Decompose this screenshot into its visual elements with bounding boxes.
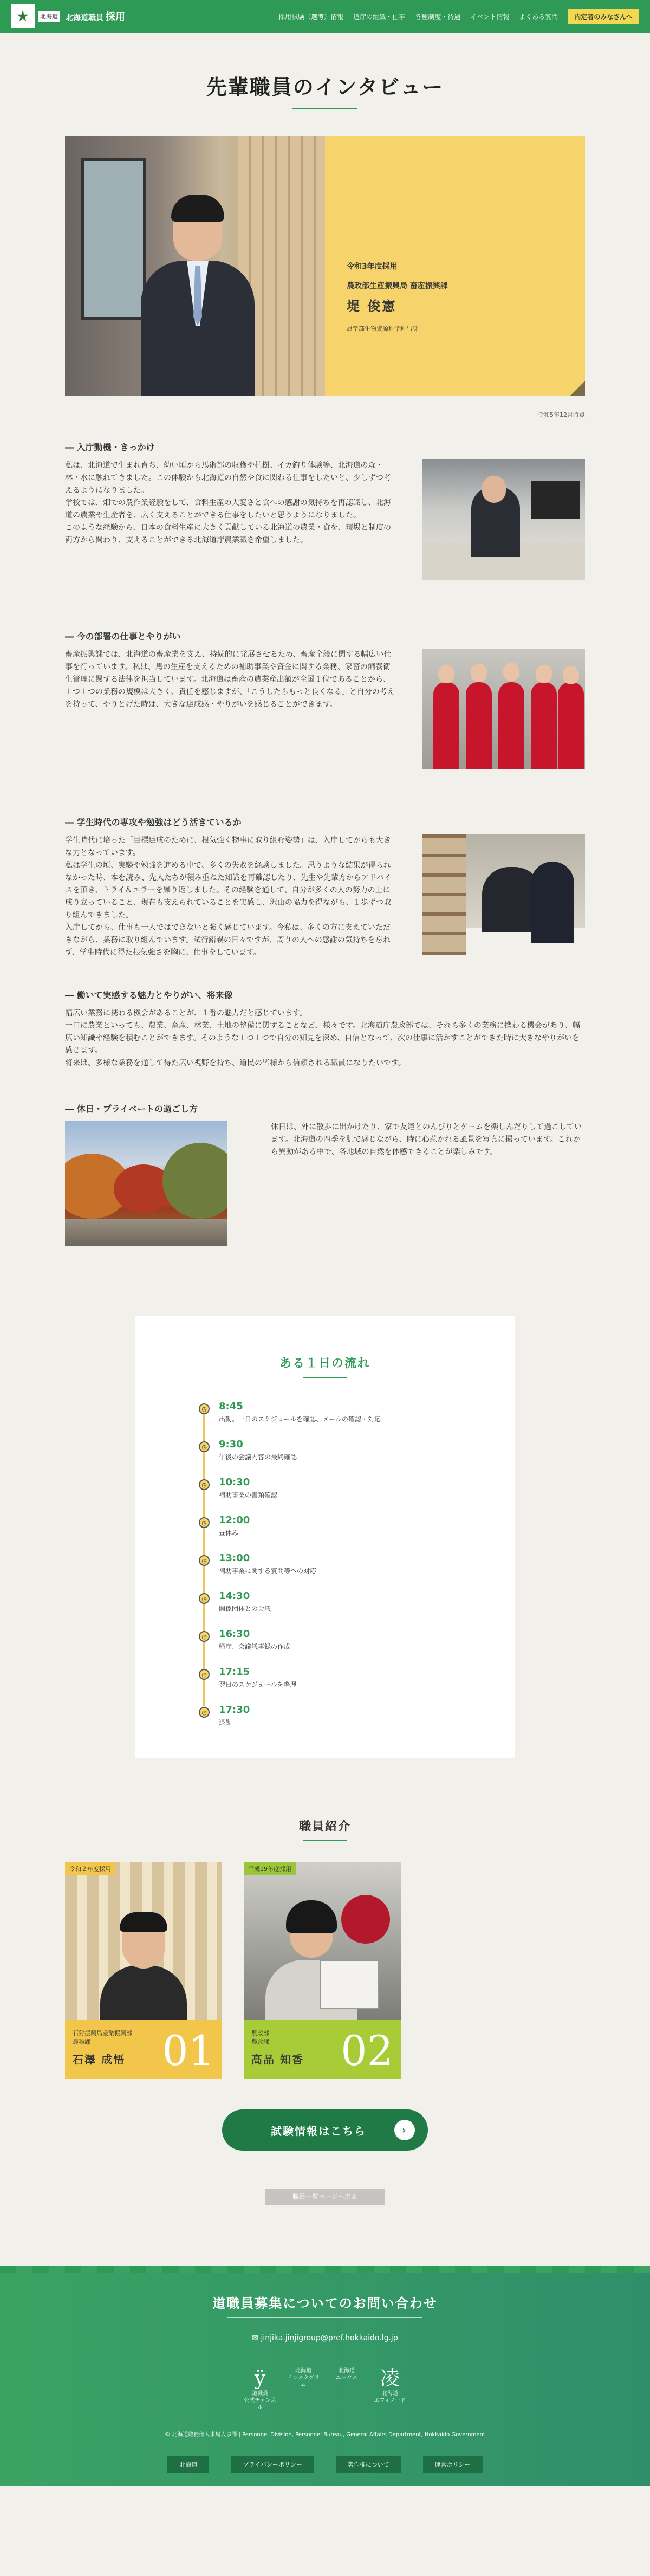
arrow-right-icon: › [394,2120,415,2140]
corner-decoration [570,381,585,396]
efinode-link[interactable] [374,2367,406,2411]
staff-dept: 石狩振興局産業振興部 農務課 [73,2030,132,2046]
flow-desc: 帰庁、会議議事録の作成 [219,1643,291,1651]
clock-icon: ◷ [199,1593,210,1604]
footer-pattern [0,2266,650,2273]
profile-school: 農学部生物資源科学科出身 [347,325,418,332]
section-body: 休日は、外に散歩に出かけたり、家で友達とのんびりとゲームを楽しんだりして過ごしています。北海道の四季を肌で感じながら、時に心惹かれる風景を写真に撮っています。これから異動がある中で、各地域の自然を体感できることが楽しみです。 [271,1123,582,1156]
section-body: 幅広い業務に携わる機会があることが、１番の魅力だと感じています。 一口に農業といっても、農業、畜産、林業、土地の整備に関することなど、様々です。北海道庁農政部では、それら多くの業務に携わる機会があり、幅広い知識や経験を積むことができます。そのような１つ１つで自分の知見を深め、自信となって、次の仕事に活かすことができた時に大きなやりがいを感じます。 将来は、多様な業務を通して得た広い視野を持ち、道民の皆様から信頼される職員になりたいです。 [65,1009,580,1067]
logo-pref-label: 北海道 [38,11,60,22]
nav-item-faq[interactable]: よくある質問 [519,12,558,21]
back-wrap [0,2189,650,2205]
flow-time: 17:15 [219,1666,250,1678]
section-photo-autumn-park [65,1121,227,1246]
flow-time: 13:00 [219,1552,250,1564]
exam-info-button[interactable] [222,2109,428,2151]
clock-icon: ◷ [199,1631,210,1642]
staff-card[interactable] [65,1862,222,2079]
back-to-list-button[interactable]: 職員一覧ページへ戻る [265,2189,385,2205]
section-photo-desk-work [422,459,585,580]
page-title: 先輩職員のインタビュー [206,75,444,99]
nav-item-events[interactable]: イベント情報 [470,12,510,21]
section-heading: ― 休日・プライベートの過ごし方 [65,1104,198,1114]
staff-section-title: 職員紹介 [298,1820,351,1834]
staff-year-badge: 平成19年度採用 [244,1862,296,1875]
profile-dept: 農政部生産振興局 畜産振興課 [347,282,448,290]
flow-item [195,1400,455,1438]
flow-time: 10:30 [219,1477,250,1488]
youtube-icon: ÿ [254,2367,266,2390]
section-body: 畜産振興課では、北海道の畜産業を支え、持続的に発展させるため、畜産全般に関する幅広い仕事を行っています。私は、馬の生産を支えるための補助事業や資金に関する業務、家畜の飼養衛生管理に関する法律を担当しています。北海道は畜産の農業産出額が全国１位であることから、１つ１つの業務の規模は大きく、責任を感じますが、「こうしたらもっと良くなる」と自分の考えを持って、やりとげた時は、大きな達成感・やりがいを感じることができます。 [65,650,395,709]
flow-desc: 翌日のスケジュールを整理 [219,1681,297,1688]
clock-icon: ◷ [199,1479,210,1490]
social-label: 北海道 インスタグラム [287,2368,320,2388]
profile-info [325,136,585,396]
flow-item [195,1628,455,1666]
footer-links [0,2456,650,2473]
interview-section [65,630,585,769]
clock-icon: ◷ [199,1441,210,1452]
profile-year: 令和3年度採用 [347,262,398,271]
nav-item-organization[interactable]: 道庁の組織・仕事 [353,12,406,21]
section-heading: ― 働いて実感する魅力とやりがい、将来像 [65,990,233,1000]
section-photo-discussion [422,834,585,955]
staff-underline [303,1840,347,1841]
footer-link-copyright[interactable]: 著作権について [336,2456,401,2473]
interview-section [65,441,585,580]
site-logo[interactable] [11,4,60,28]
clock-icon: ◷ [199,1517,210,1528]
flow-desc: 退勤 [219,1719,232,1726]
section-heading: ― 今の部署の仕事とやりがい [65,631,181,642]
section-photo-team [422,649,585,769]
site-footer [0,2266,650,2486]
flow-item [195,1590,455,1628]
flow-desc: 出勤。一日のスケジュールを確認、メールの確認・対応 [219,1415,381,1423]
flow-item [195,1476,455,1514]
flow-time: 16:30 [219,1628,250,1640]
flow-time: 8:45 [219,1401,243,1412]
flow-desc: 補助事業に関する質問等への対応 [219,1567,317,1575]
footer-link-policy[interactable]: 運営ポリシー [423,2456,483,2473]
staff-card[interactable] [244,1862,401,2079]
footer-underline [227,2317,422,2318]
social-label: 北海道 エフィノード [374,2391,406,2404]
clock-icon: ◷ [199,1669,210,1680]
section-body: 私は、北海道で生まれ育ち、幼い頃から馬術部の収穫や植樹、イカ釣り体験等、北海道の森・林・水に触れてきました。この体験から北海道の自然や食に関わる仕事をしたいと、少しずつ考えるようになりました。 学校では、畑での農作業経験をして、食料生産の大変さと食への感謝の気持ちを再認識し、北海道の農業や生産者を、広く支えることができる仕事をしたいと思うようになりました。 このような経験から、日本の食料生産に大きく貢献している北海道の農業・食を、現場と制度の両方から関わり、支えることができる北海道庁農業職を希望しました。 [65,461,391,545]
contact-email-link[interactable]: ✉ jinjika.jinjigroup@pref.hokkaido.lg.jp [252,2334,398,2342]
site-title[interactable] [66,9,125,23]
interview-section [65,988,585,1070]
footer-credit: © 北海道総務部人事局人事課 | Personnel Division, Personnel Bureau, General Affairs Department, Hokkaido Government [165,2432,485,2438]
flow-item [195,1704,455,1725]
flow-desc: 午後の会議内容の最終確認 [219,1453,297,1461]
interview-section [65,815,585,959]
nav-button-naiteisha[interactable]: 内定者のみなさんへ [568,9,639,24]
instagram-link[interactable] [287,2367,320,2411]
flow-time: 17:30 [219,1704,250,1716]
x-link[interactable] [330,2367,363,2411]
title-underline [292,108,358,109]
flow-underline [303,1377,347,1378]
site-title-strong: 採用 [106,11,125,23]
date-note: 令和5年12月時点 [538,411,585,418]
staff-photo [65,1862,222,2020]
social-icons [0,2367,650,2411]
social-label: 道職員 公式チャンネル [244,2391,276,2411]
hokkaido-star-icon [11,4,35,28]
flow-time: 9:30 [219,1439,243,1450]
section-body: 学生時代に培った「目標達成のために、根気強く物事に取り組む姿勢」は、入庁してからも大きな力となっています。 私は学生の頃、実験や勉強を進める中で、多くの失敗を経験しました。思うような結果が得られなかった時、本を読み、先人たちが積み重ねた知識を再確認したり、先生や先輩方からアドバイスを頂き、トライ＆エラーを繰り返しました。その経験を通して、自分が多くの人の努力の上に成り立っていること、現在も支えられていることを実感し、沢山の協力を得ながら、１歩ずつ取り組んできました。 入庁してから、仕事も一人ではできないと強く感じています。今私は、多くの方に支えていただきながら、業務に取り組んでいます。試行錯誤の日々ですが、周りの人への感謝の気持ちを忘れず、学生時代に得た根気強さを胸に、仕事をしています。 [65,836,392,957]
site-header [0,0,650,33]
flow-desc: 昼休み [219,1529,239,1537]
flow-title: ある１日の流れ [279,1357,370,1370]
flow-item [195,1552,455,1590]
flow-item [195,1666,455,1704]
social-label: 北海道 エックス [336,2368,358,2381]
efinode-icon: 凌 [380,2367,400,2390]
nav-item-exam[interactable]: 採用試験（選考）情報 [278,12,344,21]
profile-name: 堤 俊憲 [347,299,397,314]
staff-name: 高品 知香 [251,2053,304,2066]
page-title-block [0,33,650,136]
exam-info-label: 試験情報はこちら [271,2124,366,2138]
flow-item [195,1514,455,1552]
flow-desc: 補助事業の書類確認 [219,1491,278,1499]
clock-icon: ◷ [199,1555,210,1566]
staff-number: 02 [341,2027,393,2075]
staff-year-badge: 令和２年度採用 [65,1862,115,1875]
flow-item [195,1438,455,1476]
staff-number: 01 [162,2027,214,2075]
section-heading: ― 学生時代の専攻や勉強はどう活きているか [65,817,242,827]
global-nav [278,9,639,24]
cta-wrap [0,2109,650,2151]
footer-title: 道職員募集についてのお問い合わせ [212,2296,438,2311]
staff-name: 石澤 成悟 [73,2053,125,2066]
flow-time: 12:00 [219,1514,250,1526]
youtube-link[interactable] [244,2367,276,2411]
footer-link-privacy[interactable]: プライバシーポリシー [231,2456,314,2473]
day-flow-panel [135,1316,515,1758]
interview-section [65,1102,585,1246]
section-heading: ― 入庁動機・きっかけ [65,442,155,452]
flow-desc: 関係団体との会議 [219,1605,271,1613]
footer-link-hokkaido[interactable]: 北海道 [167,2456,209,2473]
flow-timeline [195,1400,455,1725]
staff-dept: 農政部 農政課 [251,2030,269,2046]
profile-photo [65,136,325,396]
profile-hero [65,136,585,396]
nav-item-systems[interactable]: 各種制度・待遇 [415,12,461,21]
site-title-text: 北海道職員 [66,14,103,22]
clock-icon: ◷ [199,1707,210,1718]
staff-card-list [65,1862,401,2079]
flow-time: 14:30 [219,1590,250,1602]
staff-photo [244,1862,401,2020]
clock-icon: ◷ [199,1403,210,1414]
